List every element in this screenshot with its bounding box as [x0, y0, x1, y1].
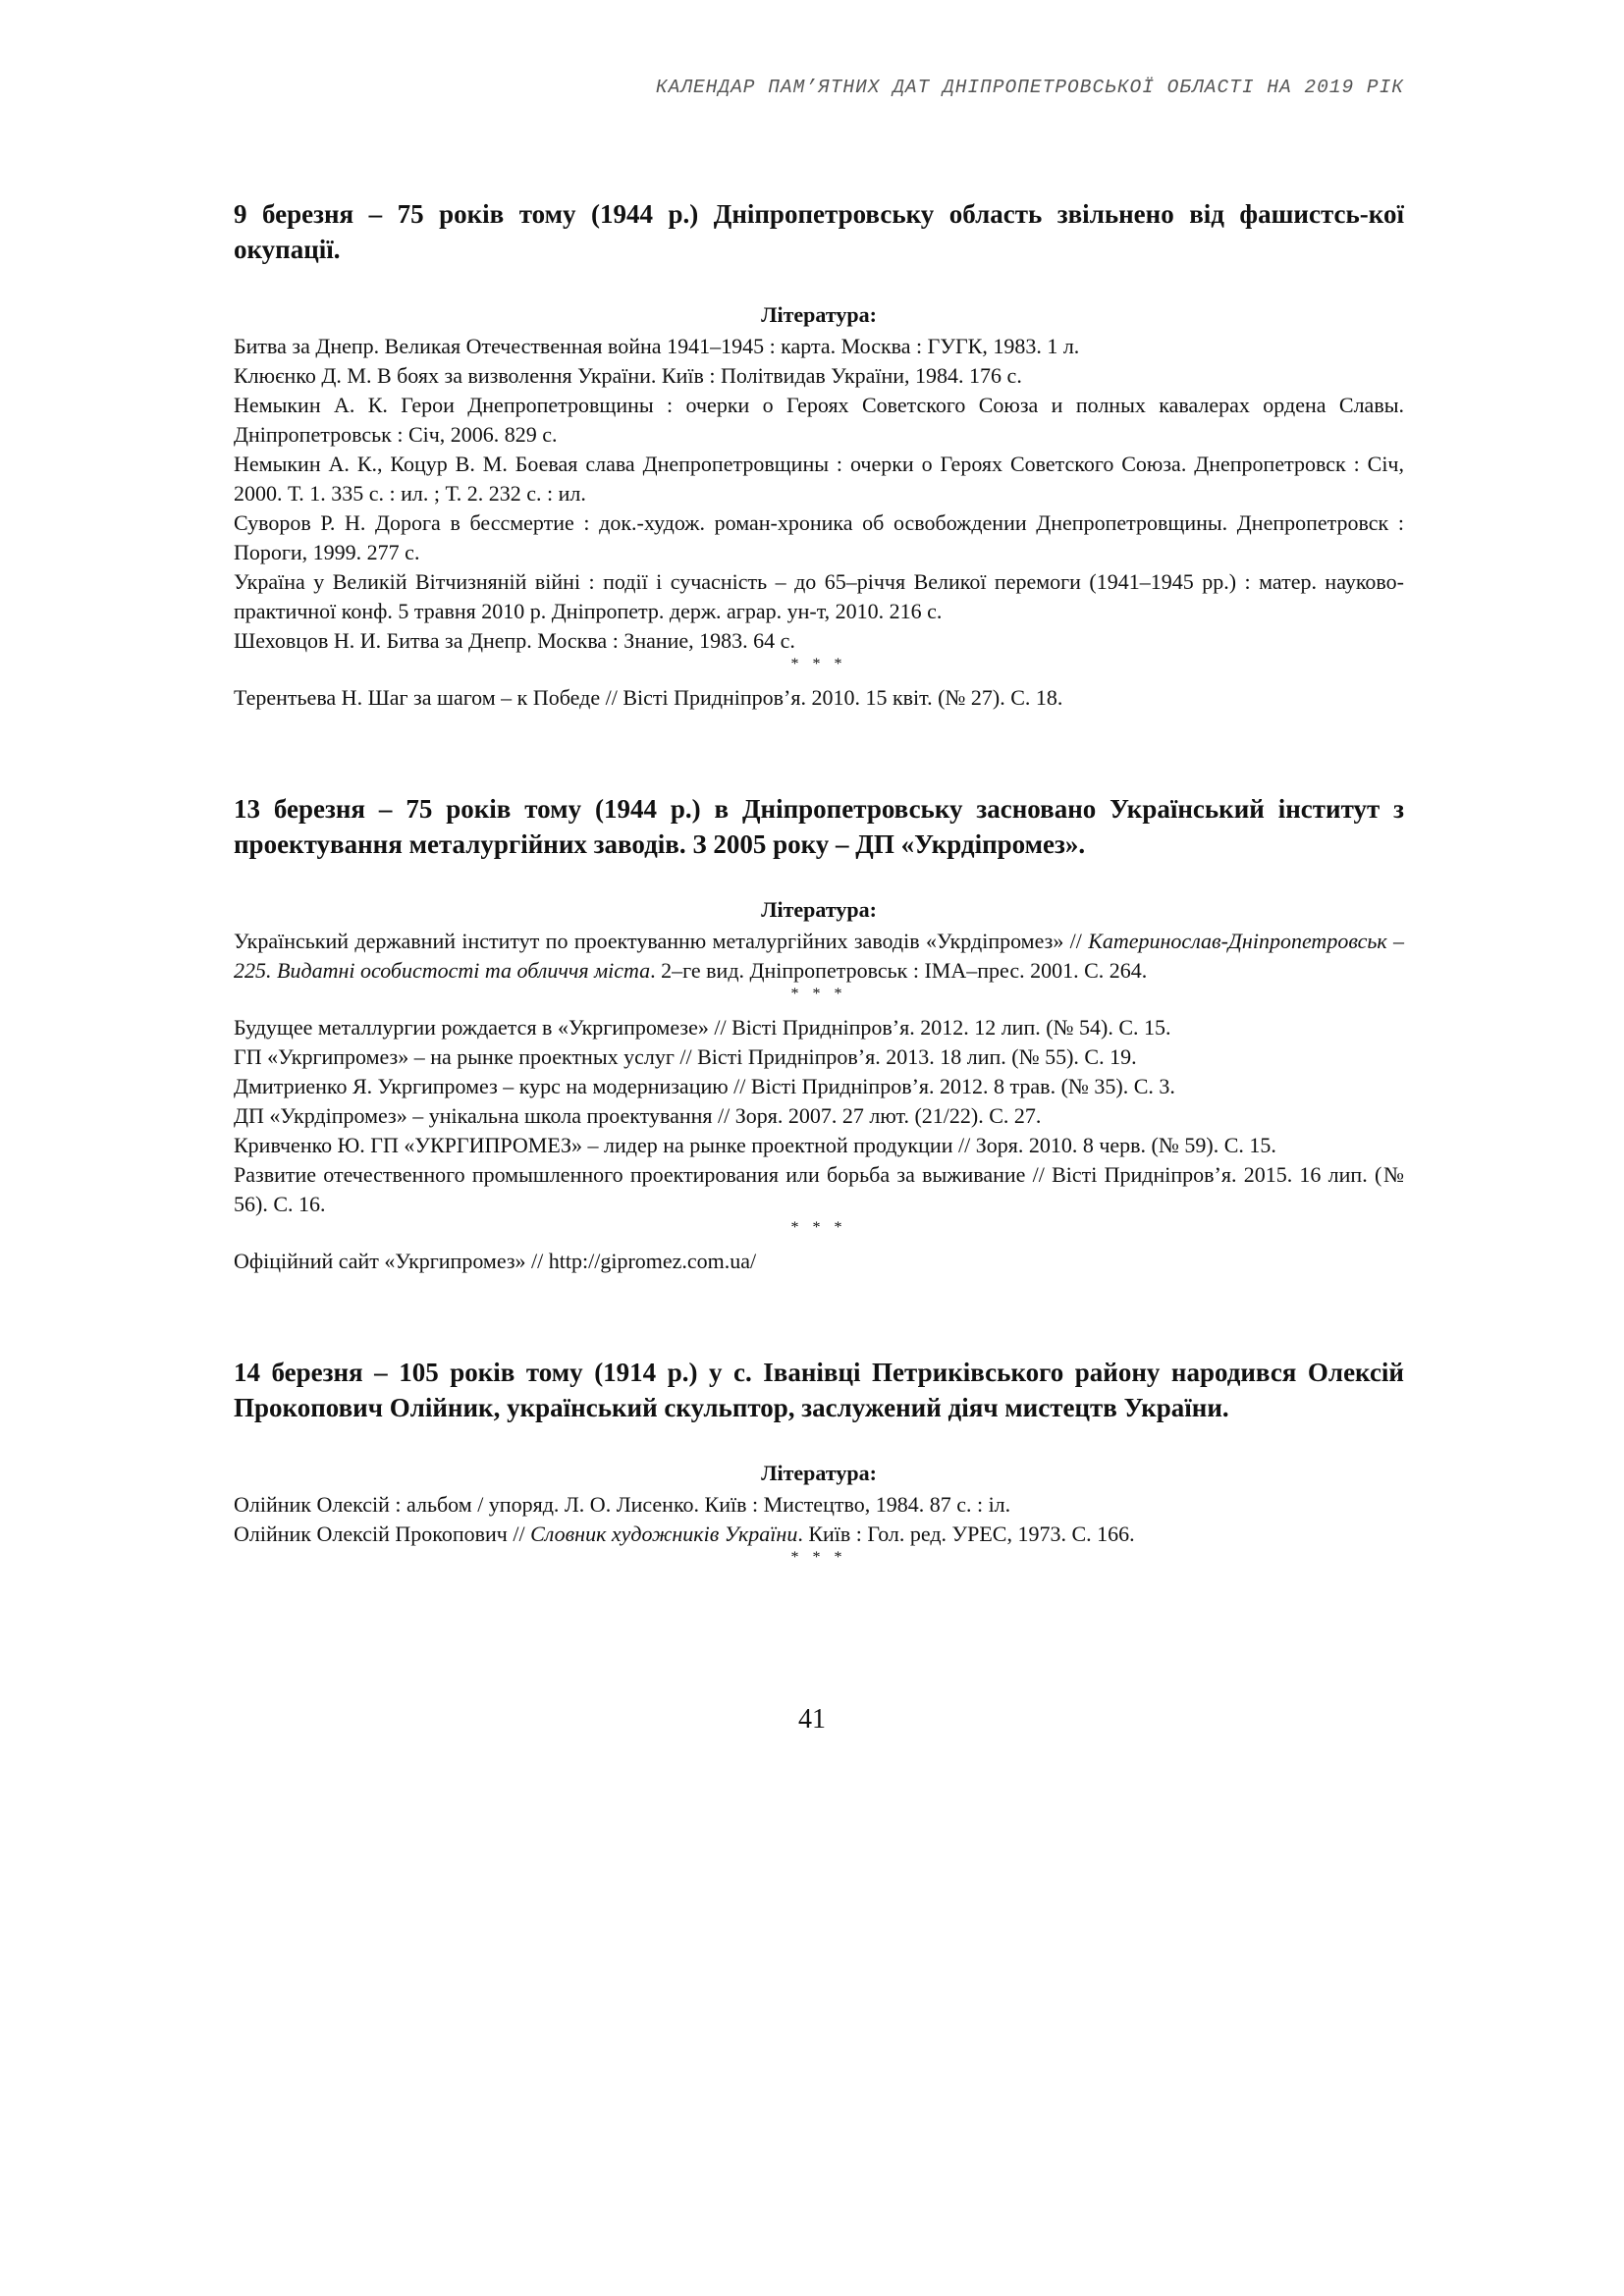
bibliography-entry — [234, 1490, 1404, 1520]
event-section — [234, 1355, 1404, 1567]
bibliography-entry — [234, 927, 1404, 986]
separator-stars: * * * — [790, 1219, 847, 1236]
bibliography-entry — [234, 1247, 1404, 1276]
bibliography-entry — [234, 508, 1404, 567]
entry-text: ГП «Укргипромез» – на рынке проектных услуг // Вісті Придніпров’я. 2013. 18 лип. (№ 55). С. 19. — [234, 1044, 1137, 1069]
bibliography-entry — [234, 1131, 1404, 1160]
bibliography-entry — [234, 332, 1404, 361]
running-header: КАЛЕНДАР ПАМ’ЯТНИХ ДАТ ДНІПРОПЕТРОВСЬКОЇ ОБЛАСТІ НА 2019 РІК — [655, 77, 1404, 98]
entry-text: Офіційний сайт «Укргипромез» // http://gipromez.com.ua/ — [234, 1249, 757, 1273]
entry-text: Битва за Днепр. Великая Отечественная война 1941–1945 : карта. Москва : ГУГК, 1983. 1 л. — [234, 334, 1080, 358]
entry-text: Олійник Олексій : альбом / упоряд. Л. О. Лисенко. Київ : Мистецтво, 1984. 87 с. : іл. — [234, 1492, 1011, 1517]
entry-text: Україна у Великій Вітчизняній війні : події і сучасність – до 65–річчя Великої перемоги (1941–1945 рр.) : матер. науково-практичної конф. 5 травня 2010 р. Дніпропетр. держ. аграр. ун-т, 2010. 216 с. — [234, 569, 1404, 623]
entry-source-italic: Катеринослав-Дніпропетровськ – 225. Видатні особистості та обличчя міста — [234, 929, 1404, 983]
separator-stars: * * * — [790, 986, 847, 1002]
event-section — [234, 791, 1404, 1276]
entry-text: Развитие отечественного промышленного проектирования или борьба за выживание // Вісті Придніпров’я. 2015. 16 лип. (№ 56). С. 16. — [234, 1162, 1404, 1216]
bibliography-entry — [234, 450, 1404, 508]
page-content — [234, 196, 1404, 1645]
bibliography-entry — [234, 1072, 1404, 1101]
bibliography-entry — [234, 1013, 1404, 1042]
entry-source-italic: Словник художників України — [530, 1522, 798, 1546]
event-title: 9 березня – 75 років тому (1944 р.) Дніпропетровську область звільнено від фашистсь-кої окупації. — [234, 199, 1404, 264]
entry-tail: . 2–ге вид. Дніпропетровськ : ІМА–прес. 2001. С. 264. — [650, 958, 1148, 983]
bibliography-entry — [234, 1160, 1404, 1219]
event-title: 14 березня – 105 років тому (1914 р.) у с. Іванівці Петриківського району народився Олексій Прокопович Олійник, український скульптор, заслужений діяч мистецтв України. — [234, 1358, 1404, 1422]
entry-text: Український державний інститут по проектуванню металургійних заводів «Укрдіпромез» // — [234, 929, 1089, 953]
bibliography-entry — [234, 1520, 1404, 1549]
bibliography-entry — [234, 391, 1404, 450]
entry-text: Будущее металлургии рождается в «Укргипромезе» // Вісті Придніпров’я. 2012. 12 лип. (№ 54). С. 15. — [234, 1015, 1171, 1040]
bibliography-entry — [234, 361, 1404, 391]
separator-stars: * * * — [790, 656, 847, 672]
separator-stars: * * * — [790, 1549, 847, 1566]
page-number: 41 — [798, 1704, 826, 1735]
entry-text: Шеховцов Н. И. Битва за Днепр. Москва : Знание, 1983. 64 с. — [234, 628, 795, 653]
entry-text: Дмитриенко Я. Укргипромез – курс на модернизацию // Вісті Придніпров’я. 2012. 8 трав. (№ 35). С. 3. — [234, 1074, 1175, 1098]
entry-text: Терентьева Н. Шаг за шагом – к Победе // Вісті Придніпров’я. 2010. 15 квіт. (№ 27). С. 18. — [234, 685, 1063, 710]
bibliography-entry — [234, 1101, 1404, 1131]
event-section — [234, 196, 1404, 713]
literature-heading: Література: — [761, 302, 877, 327]
bibliography-entry — [234, 626, 1404, 656]
entry-text: Суворов Р. Н. Дорога в бессмертие : док.-худож. роман-хроника об освобождении Днепропетровщины. Днепропетровск : Пороги, 1999. 277 с. — [234, 510, 1404, 564]
entry-text: Олійник Олексій Прокопович // — [234, 1522, 531, 1546]
entry-text: Клюєнко Д. М. В боях за визволення України. Київ : Політвидав України, 1984. 176 с. — [234, 363, 1022, 388]
literature-heading: Література: — [761, 1461, 877, 1485]
entry-text: Немыкин А. К. Герои Днепропетровщины : очерки о Героях Советского Союза и полных кавалерах ордена Славы. Дніпропетровськ : Січ, 2006. 829 с. — [234, 393, 1404, 447]
entry-text: Немыкин А. К., Коцур В. М. Боевая слава Днепропетровщины : очерки о Героях Советского Союза. Днепропетровск : Січ, 2000. Т. 1. 335 с. : ил. ; Т. 2. 232 с. : ил. — [234, 452, 1404, 506]
entry-text: ДП «Укрдіпромез» – унікальна школа проектування // Зоря. 2007. 27 лют. (21/22). С. 27. — [234, 1103, 1042, 1128]
bibliography-entry — [234, 683, 1404, 713]
bibliography-entry — [234, 1042, 1404, 1072]
event-title: 13 березня – 75 років тому (1944 р.) в Дніпропетровську засновано Український інститут з проектування металургійних заводів. З 2005 року – ДП «Укрдіпромез». — [234, 794, 1404, 859]
bibliography-entry — [234, 567, 1404, 626]
entry-tail: . Київ : Гол. ред. УРЕС, 1973. С. 166. — [797, 1522, 1135, 1546]
entry-text: Кривченко Ю. ГП «УКРГИПРОМЕЗ» – лидер на рынке проектной продукции // Зоря. 2010. 8 черв. (№ 59). С. 15. — [234, 1133, 1276, 1157]
literature-heading: Література: — [761, 897, 877, 922]
